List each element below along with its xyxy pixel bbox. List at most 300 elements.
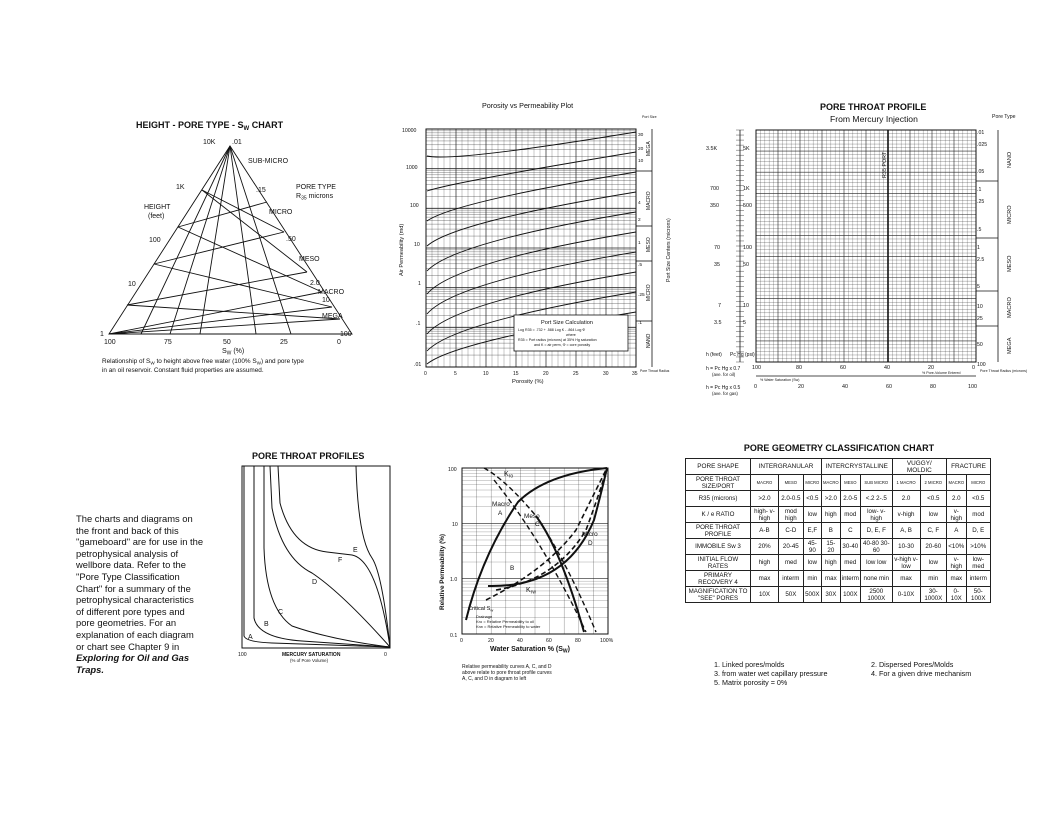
curve-label-a: A — [498, 510, 503, 517]
formula-gas-note: (ave. for gas) — [712, 391, 738, 396]
table-cell: 10-30 — [892, 539, 920, 555]
porosity-permeability-plot — [394, 96, 680, 388]
pore-value-015: .15 — [256, 187, 266, 194]
table-cell: low- med — [966, 555, 990, 571]
relative-permeability-chart — [436, 460, 636, 686]
profile-curve-b — [254, 466, 390, 647]
rp-x-tick-40: 40 — [517, 638, 523, 644]
table-cell: >10% — [966, 539, 990, 555]
perm-tick-1000: 1000 — [406, 165, 418, 171]
ws-tick-40: 40 — [842, 384, 848, 390]
port-tick-05: .5 — [638, 263, 643, 268]
svg-text:HEIGHT - PORE TYPE - SW CHART: HEIGHT - PORE TYPE - $S_W$ CHART — [136, 120, 284, 132]
port-size-curve — [427, 152, 636, 191]
port-tick-30: 30 — [638, 133, 644, 138]
table-cell: v-high — [947, 555, 966, 571]
rp-x-tick-20: 20 — [488, 638, 494, 644]
critical-sw-label: Critical S — [468, 606, 491, 612]
table-cell: <0.5 — [803, 491, 821, 507]
curve-label-b: B — [510, 565, 515, 572]
pp-class-micro: MICRO — [646, 284, 652, 301]
table-cell: A, B — [892, 523, 920, 539]
pore-geometry-table — [685, 458, 991, 603]
table-cell: B — [821, 523, 840, 539]
rp-y-tick-1: 1.0 — [450, 577, 458, 583]
table-cell: mod — [840, 507, 860, 523]
table-cell: max — [947, 571, 966, 587]
note-5: 5. Matrix porosity = 0% — [714, 678, 788, 687]
height-pore-type-chart — [96, 112, 376, 384]
table-cell: 15-20 — [821, 539, 840, 555]
table-cell: interm — [840, 571, 860, 587]
table-cell: low — [803, 507, 821, 523]
h-tick-7: 7 — [718, 303, 721, 309]
header-vuggy-moldic: VUGGY/ MOLDIC — [892, 459, 946, 475]
pore-type-label: PORE TYPE — [296, 184, 336, 191]
pv-tick-60: 60 — [840, 365, 846, 371]
row-label: PRIMARY RECOVERY 4 — [686, 571, 751, 587]
sw-tick-0: 0 — [337, 339, 341, 346]
intro-text: The charts and diagrams on the front and back of this "gameboard" are for use in the petrophysical analysis of wellbore data. Refer to the "Pore Type Classification Chart" for a summary of the petrophysical characteristics of different pore types and pore geometries. For an explanation of each diagram or chart see Chapter 9 in — [76, 513, 204, 652]
rt-tick-1: 1 — [977, 245, 980, 251]
table-cell: max — [821, 571, 840, 587]
perm-tick-001: .01 — [414, 362, 422, 368]
pore-throat-profile-subtitle: From Mercury Injection — [830, 114, 918, 124]
relperm-legend-2: Kro = Relative Permeability to oil — [476, 619, 534, 624]
table-cell: interm — [966, 571, 990, 587]
table-cell: D, E — [966, 523, 990, 539]
table-cell: med — [840, 555, 860, 571]
rt-tick-0025: .025 — [977, 142, 988, 148]
curve-label-c: C — [535, 521, 540, 528]
header-intercrystalline: INTERCRYSTALLINE — [821, 459, 892, 475]
rp-y-tick-01: 0.1 — [450, 633, 458, 639]
rt-tick-001: .01 — [977, 130, 985, 136]
relperm-y-label: Relative Permeability (%) — [439, 533, 446, 610]
svg-text:Kro: $K_{ro}$ — [504, 471, 514, 480]
table-cell: max — [892, 571, 920, 587]
formula-gas: h = Pc Hg x 0.5 — [706, 385, 741, 391]
class-mega: MEGA — [322, 313, 343, 320]
sw-axis-label: S — [222, 348, 227, 355]
sw-tick-50: 50 — [223, 339, 231, 346]
table-cell: 0-10X — [892, 587, 920, 603]
rp-x-tick-60: 60 — [546, 638, 552, 644]
h-axis-label: h (feet) — [706, 352, 722, 358]
table-cell: none min — [860, 571, 892, 587]
rt-tick-05: .5 — [977, 227, 982, 233]
profiles-title: PORE THROAT PROFILES — [252, 451, 365, 461]
perm-tick-01: .1 — [416, 321, 421, 327]
relperm-legend-3: Krw = Relative Permeability to water — [476, 624, 541, 629]
table-cell: 1 MACRO — [892, 475, 920, 491]
row-label: IMMOBILE Sw 3 — [686, 539, 751, 555]
note-1: 1. Linked pores/molds — [714, 660, 785, 669]
calc-box-line1: Log R35 = .732 + .588 Log K - .864 Log Φ — [518, 328, 586, 332]
row-label: R35 (microns) — [686, 491, 751, 507]
ws-tick-20: 20 — [798, 384, 804, 390]
kro-curve-c — [484, 468, 596, 632]
relperm-caption-3: A, C, and D in diagram to left — [462, 676, 527, 682]
rp-x-tick-0: 0 — [460, 638, 463, 644]
perm-tick-10000: 10000 — [402, 128, 417, 134]
profile-curve-a — [244, 466, 390, 647]
port-size-curve — [427, 192, 636, 246]
port-size-curve — [427, 252, 636, 314]
rt-tick-025: .25 — [977, 199, 985, 205]
h-tick-35k: 3.5K — [706, 146, 718, 152]
kro-label: K — [504, 471, 509, 478]
pv-tick-100: 100 — [752, 365, 761, 371]
calc-box-line4: and K = air perm, Φ = core porosity — [534, 343, 591, 347]
table-cell: mod — [966, 507, 990, 523]
table-cell: interm — [778, 571, 803, 587]
table-cell: <0.5 — [920, 491, 947, 507]
class-sub-micro: SUB-MICRO — [248, 158, 289, 165]
height-10: 10 — [128, 281, 136, 288]
calc-box-title: Port Size Calculation — [541, 320, 593, 326]
height-axis-label: HEIGHT — [144, 204, 171, 211]
poro-perm-title: Porosity vs Permeability Plot — [482, 101, 574, 110]
profile-label-d: D — [312, 579, 318, 586]
profile-label-c: C — [278, 609, 284, 616]
profile-label-a: A — [248, 634, 253, 641]
rp-y-tick-100: 100 — [448, 467, 457, 473]
port-size-curve — [427, 132, 636, 157]
geometry-chart-title: PORE GEOMETRY CLASSIFICATION CHART — [743, 443, 935, 453]
height-chart-caption-2: in an oil reservoir. Constant fluid properties are assumed. — [102, 367, 264, 374]
row-label: K / e RATIO — [686, 507, 751, 523]
table-cell: MACRO — [751, 475, 779, 491]
row-label: PORE THROAT PROFILE — [686, 523, 751, 539]
row-label: INITIAL FLOW RATES — [686, 555, 751, 571]
pore-profile-grid — [756, 130, 976, 362]
table-row — [686, 491, 991, 507]
calc-box-line3: R35 = Port radius (microns) at 35% Hg saturation — [518, 338, 597, 342]
poro-tick-25: 25 — [573, 371, 579, 377]
svg-text:R35 microns: $R_{35}$ microns — [296, 193, 334, 202]
p-tick-1k: 1K — [743, 186, 750, 192]
perm-tick-10: 10 — [414, 242, 420, 248]
rp-x-tick-80: 80 — [575, 638, 581, 644]
table-cell: high — [821, 555, 840, 571]
pore-throat-profiles-chart — [232, 448, 398, 670]
poro-tick-15: 15 — [513, 371, 519, 377]
pv-tick-40: 40 — [884, 365, 890, 371]
rt-tick-5: 5 — [977, 284, 980, 290]
curve-label-d: D — [588, 540, 593, 547]
ws-tick-0: 0 — [754, 384, 757, 390]
vuggy-note-1: 1 — [896, 480, 899, 485]
pp-class-macro: MACRO — [646, 191, 652, 210]
perm-axis-label: Air Permeability (md) — [399, 223, 405, 276]
table-cell: 50- 100X — [966, 587, 990, 603]
table-cell: min — [920, 571, 947, 587]
table-cell: >2.0 — [821, 491, 840, 507]
table-cell: E,F — [803, 523, 821, 539]
table-cell: low — [920, 507, 947, 523]
port-tick-025: .25 — [638, 293, 645, 298]
relperm-x-label: Water Saturation % (S — [490, 646, 563, 653]
poro-axis-label: Porosity (%) — [512, 379, 544, 385]
table-cell: high — [821, 507, 840, 523]
table-row — [686, 539, 991, 555]
table-cell: <.2 2-.5 — [860, 491, 892, 507]
table-cell: v-high — [947, 507, 966, 523]
rp-x-tick-100: 100% — [600, 638, 614, 644]
table-cell: A-B — [751, 523, 779, 539]
pp-class-mega: MEGA — [646, 141, 652, 156]
svg-text:Krw: $K_{rw}$ — [526, 587, 536, 596]
h-tick-350: 350 — [710, 203, 719, 209]
port-size-axis-label: Port Size Centers (microns) — [666, 218, 672, 282]
profiles-x-unit: (% of Pore Volume) — [290, 658, 329, 663]
table-cell: 2500 1000X — [860, 587, 892, 603]
formula-oil-note: (ave. for oil) — [712, 372, 736, 377]
pc-axis-label: Pc Hg (psi) — [730, 352, 755, 358]
pore-type-head-1: Pore Type — [992, 114, 1016, 120]
p-tick-500: 500 — [743, 203, 752, 209]
table-cell: low — [920, 555, 947, 571]
pp-class-meso: MESO — [646, 237, 652, 252]
table-cell: max — [751, 571, 779, 587]
pore-value-001: .01 — [232, 139, 242, 146]
p-tick-10: 10 — [743, 303, 749, 309]
p-tick-5k: 5K — [743, 146, 750, 152]
table-cell: 0-10X — [947, 587, 966, 603]
poro-tick-30: 30 — [603, 371, 609, 377]
r35-port-label: R35 PORT — [882, 151, 888, 178]
pv-tick-80: 80 — [796, 365, 802, 371]
port-tick-1: 1 — [638, 241, 641, 246]
rt-tick-25: 2.5 — [977, 257, 985, 263]
intro-paragraph — [76, 513, 204, 675]
table-cell: 50X — [778, 587, 803, 603]
pp-class-nano: NANO — [646, 333, 652, 348]
profiles-x-left: 100 — [238, 652, 247, 658]
note-4: 4. For a given drive mechanism — [871, 669, 972, 678]
header-intergranular: INTERGRANULAR — [751, 459, 822, 475]
table-cell: low low — [860, 555, 892, 571]
ptp-class-mega: MEGA — [1007, 337, 1013, 354]
meso-label: Meso — [524, 513, 540, 520]
table-cell: mod high — [778, 507, 803, 523]
header-fracture: FRACTURE — [947, 459, 991, 475]
relperm-caption-1: Relative permeability curves A, C, and D — [462, 664, 552, 670]
pv-tick-20: 20 — [928, 365, 934, 371]
table-cell: >2.0 — [751, 491, 779, 507]
rt-tick-01: .1 — [977, 187, 982, 193]
profiles-x-right: 0 — [384, 652, 387, 658]
pv-tick-0: 0 — [972, 365, 975, 371]
table-cell: 45-90 — [803, 539, 821, 555]
pore-type-unit: R — [296, 193, 302, 200]
table-cell: low- v-high — [860, 507, 892, 523]
table-cell: 30- 1000X — [920, 587, 947, 603]
table-cell: D, E, F — [860, 523, 892, 539]
table-cell: min — [803, 571, 821, 587]
table-cell: C-D — [778, 523, 803, 539]
table-row — [686, 587, 991, 603]
height-chart-caption-1: Relationship of $S_W$ to height above free water (100% $S_W$) and pore type — [102, 358, 304, 366]
table-cell: <0.5 — [966, 491, 990, 507]
table-cell: C, F — [920, 523, 947, 539]
pore-value-2: 2.0 — [310, 280, 320, 287]
ws-tick-80: 80 — [930, 384, 936, 390]
rt-tick-25b: 25 — [977, 316, 983, 322]
pore-value-100: 100 — [340, 331, 352, 338]
table-cell: 10X — [751, 587, 779, 603]
height-chart-title: HEIGHT - PORE TYPE - S — [136, 120, 244, 130]
table-cell: 2.0 — [947, 491, 966, 507]
intro-book-title: Exploring for Oil and Gas Traps. — [76, 652, 190, 675]
pore-volume-label: % Pore-Volume Entered — [922, 371, 961, 375]
table-cell: v-high v-low — [892, 555, 920, 571]
h-tick-700: 700 — [710, 186, 719, 192]
height-100: 100 — [149, 237, 161, 244]
profile-curve-d — [270, 466, 390, 647]
profile-label-f: F — [338, 557, 343, 564]
perm-tick-1: 1 — [418, 281, 421, 287]
ws-tick-60: 60 — [886, 384, 892, 390]
pore-throat-profile-chart — [700, 98, 1030, 404]
p-tick-50: 50 — [743, 262, 749, 268]
table-cell: SUB MICRO — [860, 475, 892, 491]
row-label: MAGNIFICATION TO "SEE" PORES — [686, 587, 751, 603]
note-3: 3. from water wet capillary pressure — [714, 669, 828, 678]
right-foot-label: Pore Throat Radius (microns) — [980, 369, 1028, 373]
height-10k: 10K — [203, 139, 216, 146]
table-row — [686, 507, 991, 523]
table-cell: low — [803, 555, 821, 571]
poro-tick-5: 5 — [454, 371, 457, 377]
rp-y-tick-10: 10 — [452, 522, 458, 528]
krw-label: K — [526, 587, 531, 594]
pp-pore-type-foot: Pore Throat Radius — [640, 369, 670, 373]
port-tick-20: 20 — [638, 147, 644, 152]
class-macro: MACRO — [318, 289, 345, 296]
port-tick-2: 2 — [638, 218, 641, 223]
vuggy-note-2: 2 — [924, 480, 927, 485]
table-row — [686, 459, 991, 475]
table-cell: 20-45 — [778, 539, 803, 555]
table-cell: A — [947, 523, 966, 539]
table-cell: MICRO — [803, 475, 821, 491]
table-row — [686, 555, 991, 571]
header-pore-shape: PORE SHAPE — [686, 459, 751, 475]
notes-right — [871, 660, 971, 678]
port-size-head: Port Size — [642, 115, 657, 119]
table-row — [686, 523, 991, 539]
poro-tick-20: 20 — [543, 371, 549, 377]
class-meso: MESO — [299, 256, 320, 263]
profile-label-e: E — [353, 547, 358, 554]
height-1: 1 — [100, 331, 104, 338]
relperm-legend-1: Drainage — [476, 614, 493, 619]
table-cell: 2.0-0.5 — [778, 491, 803, 507]
kro-curve-a — [466, 468, 607, 620]
h-tick-35: 35 — [714, 262, 720, 268]
p-tick-100: 100 — [743, 245, 752, 251]
poro-tick-10: 10 — [483, 371, 489, 377]
ptp-class-macro: MACRO — [1007, 297, 1013, 318]
formula-oil: h = Pc Hg x 0.7 — [706, 366, 741, 372]
ptp-class-micro: MICRO — [1007, 205, 1013, 224]
port-tick-4: 4 — [638, 201, 641, 206]
water-sat-label: % Water Saturation (Sw) — [760, 378, 800, 382]
pore-value-050: .50 — [286, 236, 296, 243]
pore-value-10: 10 — [322, 297, 330, 304]
ptp-class-nano: NANO — [1007, 151, 1013, 168]
table-cell: v-high — [892, 507, 920, 523]
table-cell: 500X — [803, 587, 821, 603]
note-2: 2. Dispersed Pores/Molds — [871, 660, 954, 669]
h-tick-35b: 3.5 — [714, 320, 722, 326]
height-axis-unit: (feet) — [148, 213, 165, 220]
svg-text:SW (%): $S_W$ (%) — [222, 348, 245, 357]
table-cell: MACRO — [821, 475, 840, 491]
poro-tick-35: 35 — [632, 371, 638, 377]
perm-tick-100: 100 — [410, 203, 419, 209]
table-cell: high- v-high — [751, 507, 779, 523]
port-tick-01: .1 — [638, 321, 643, 326]
table-row — [686, 571, 991, 587]
profile-label-b: B — [264, 621, 269, 628]
port-size-curve — [427, 212, 636, 271]
table-cell: MESO — [778, 475, 803, 491]
sw-tick-75: 75 — [164, 339, 172, 346]
port-size-curve — [427, 232, 636, 294]
rt-tick-10: 10 — [977, 304, 983, 310]
table-cell: 20% — [751, 539, 779, 555]
poro-tick-0: 0 — [424, 371, 427, 377]
profiles-x-label: MERCURY SATURATION — [282, 652, 341, 658]
table-cell: 2.0-5 — [840, 491, 860, 507]
rt-tick-005: .05 — [977, 169, 985, 175]
micro-label: Micro — [582, 531, 598, 538]
ws-tick-100: 100 — [968, 384, 977, 390]
table-cell: MESO — [840, 475, 860, 491]
row-label: PORE THROAT SIZE/PORT — [686, 475, 751, 491]
ptp-class-meso: MESO — [1007, 255, 1013, 272]
pore-throat-profile-title: PORE THROAT PROFILE — [820, 102, 927, 112]
calc-box-line2: where — [566, 333, 576, 337]
table-cell: 20-60 — [920, 539, 947, 555]
class-micro: MICRO — [269, 209, 293, 216]
table-cell: high — [751, 555, 779, 571]
table-cell: 2.0 — [892, 491, 920, 507]
sw-tick-100: 100 — [104, 339, 116, 346]
table-row — [686, 475, 991, 491]
table-cell: 2 MICRO — [920, 475, 947, 491]
p-tick-5: 5 — [743, 320, 746, 326]
svg-text:Water Saturation % (SW): Water Saturation % $(S_W)$ — [490, 646, 570, 655]
svg-text:Critical Sw: Critical $S_w$ — [468, 606, 494, 613]
table-cell: <10% — [947, 539, 966, 555]
height-1k: 1K — [176, 184, 185, 191]
geometry-notes — [714, 660, 972, 687]
h-tick-70: 70 — [714, 245, 720, 251]
rt-tick-50: 50 — [977, 342, 983, 348]
macro-label: Macro — [492, 501, 510, 508]
relperm-caption-2: above relate to pore throat profile curves — [462, 670, 552, 676]
table-cell: MACRO — [947, 475, 966, 491]
profile-curve-f — [278, 466, 390, 647]
table-cell: 40-80 30-60 — [860, 539, 892, 555]
table-cell: 100X — [840, 587, 860, 603]
table-cell: 30-40 — [840, 539, 860, 555]
table-cell: MICRO — [966, 475, 990, 491]
